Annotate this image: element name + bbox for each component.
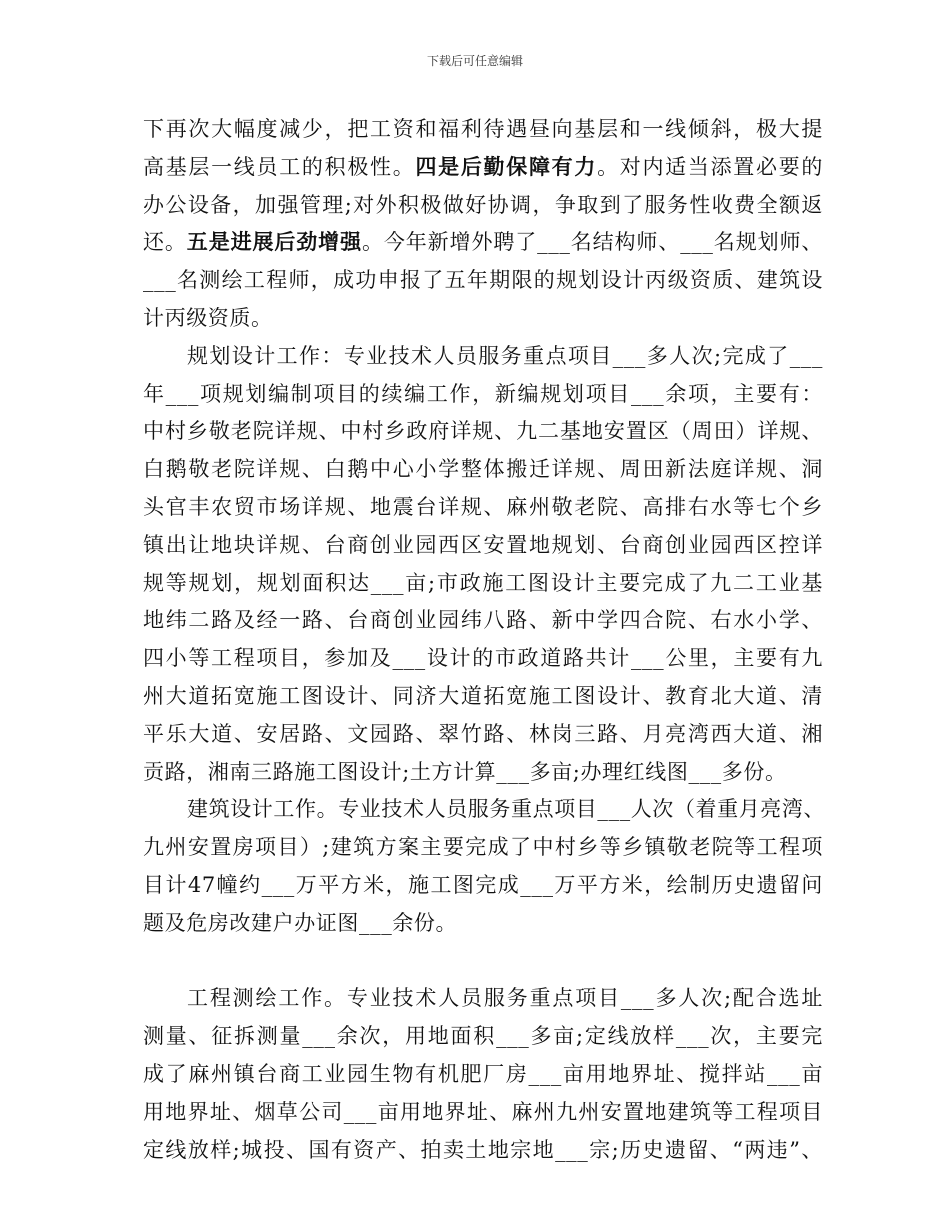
text-line: 办公设备，加强管理;对外积极做好协调，争取到了服务性收费全额返 — [143, 192, 823, 217]
document-body — [143, 111, 826, 1169]
text-line — [143, 224, 823, 262]
text-line: 贡路，湘南三路施工图设计;土方计算___多亩;办理红线图___多份。 — [143, 759, 787, 784]
text-line: 规划设计工作：专业技术人员服务重点项目___多人次;完成了___ — [187, 343, 823, 368]
text-line: 计丙级资质。 — [143, 305, 273, 330]
text-span: 高基层一线员工的积极性。 — [143, 154, 416, 179]
text-line: 成了麻州镇台商工业园生物有机肥厂房___亩用地界址、搅拌站___亩 — [143, 1061, 823, 1086]
bold-heading: 四是后勤保障有力 — [415, 154, 598, 179]
text-line: 定线放样;城投、国有资产、拍卖土地宗地___宗;历史遗留、“两违”、 — [143, 1137, 823, 1162]
text-line: ___名测绘工程师，成功申报了五年期限的规划设计丙级资质、建筑设 — [143, 268, 823, 293]
text-line: 年___项规划编制项目的续编工作，新编规划项目___余项，主要有： — [143, 381, 823, 406]
text-line: 目计47幢约___万平方米，施工图完成___万平方米，绘制历史遗留问 — [143, 872, 823, 897]
blank-line — [143, 943, 823, 981]
text-line: 题及危房改建户办证图___余份。 — [143, 910, 458, 935]
text-line: 镇出让地块详规、台商创业园西区安置地规划、台商创业园西区控详 — [143, 532, 823, 557]
text-line: 地纬二路及经一路、台商创业园纬八路、新中学四合院、右水小学、 — [143, 608, 823, 633]
text-line: 测量、征拆测量___余次，用地面积___多亩;定线放样___次，主要完 — [143, 1024, 823, 1049]
text-span: 。今年新增外聘了___名结构师、___名规划师、 — [361, 230, 823, 255]
text-line: 工程测绘工作。专业技术人员服务重点项目___多人次;配合选址 — [187, 986, 823, 1011]
text-span: 还。 — [143, 230, 187, 255]
text-line — [143, 149, 823, 187]
text-line: 九州安置房项目）;建筑方案主要完成了中村乡等乡镇敬老院等工程项 — [143, 835, 823, 860]
text-line: 建筑设计工作。专业技术人员服务重点项目___人次（着重月亮湾、 — [187, 797, 826, 822]
text-line: 下再次大幅度减少，把工资和福利待遇昼向基层和一线倾斜，极大提 — [143, 117, 823, 141]
text-line: 四小等工程项目，参加及___设计的市政道路共计___公里，主要有九 — [143, 646, 823, 671]
text-line: 白鹅敬老院详规、白鹅中心小学整体搬迁详规、周田新法庭详规、洞 — [143, 457, 823, 482]
text-line: 中村乡敬老院详规、中村乡政府详规、九二基地安置区（周田）详规、 — [143, 419, 823, 444]
text-line: 规等规划，规划面积达___亩;市政施工图设计主要完成了九二工业基 — [143, 570, 823, 595]
text-line: 用地界址、烟草公司___亩用地界址、麻州九州安置地建筑等工程项目 — [143, 1099, 823, 1124]
bold-heading: 五是进展后劲增强 — [186, 230, 362, 255]
text-line: 平乐大道、安居路、文园路、翠竹路、林岗三路、月亮湾西大道、湘 — [143, 721, 823, 746]
text-line: 头官丰农贸市场详规、地震台详规、麻州敬老院、高排右水等七个乡 — [143, 494, 823, 519]
text-line: 州大道拓宽施工图设计、同济大道拓宽施工图设计、教育北大道、清 — [143, 683, 823, 708]
text-span: 。对内适当添置必要的 — [597, 154, 823, 179]
page-header: 下载后可任意编辑 — [426, 54, 523, 68]
